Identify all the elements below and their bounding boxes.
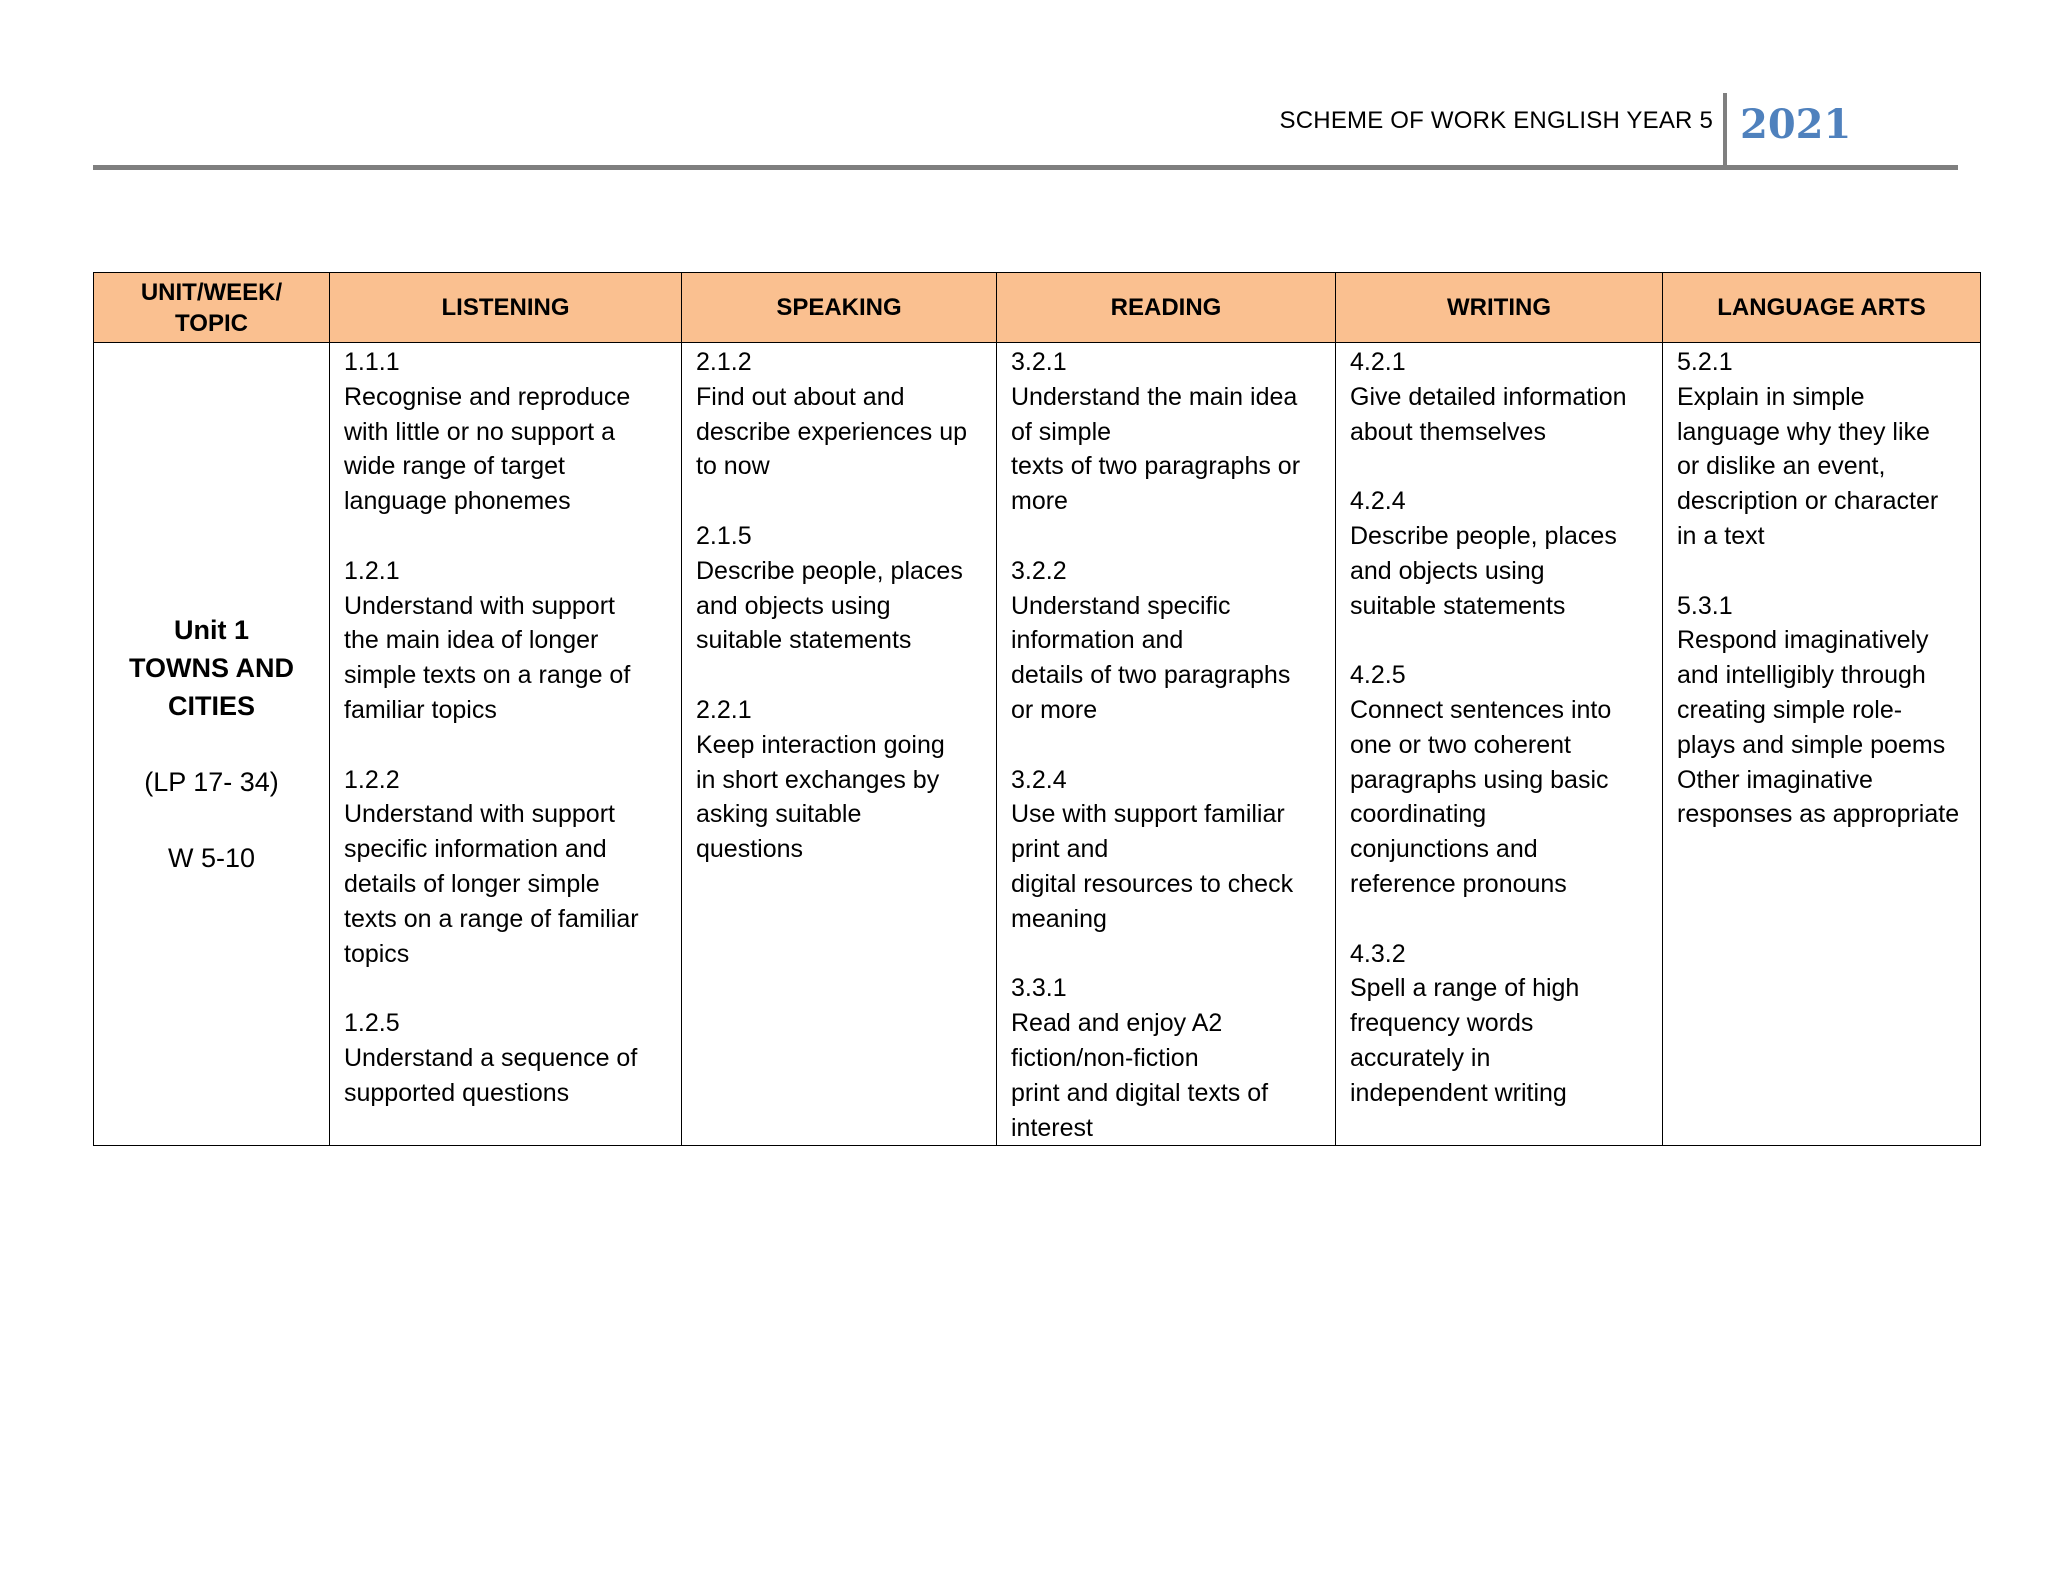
standard-description: Describe people, places and objects using suitable statements [1350, 521, 1617, 620]
standard-code: 1.2.5 [344, 1009, 400, 1038]
list-item [1350, 484, 1652, 623]
standard-description: Find out about and describe experiences up to now [696, 382, 967, 481]
header-speaking: SPEAKING [682, 273, 997, 343]
standard-description: Use with support familiar print and digital resources to check meaning [1011, 800, 1294, 933]
spacer [98, 725, 325, 763]
unit-weeks: W 5-10 [167, 843, 256, 874]
standard-description: Understand specific information and details of two paragraphs or more [1011, 591, 1291, 724]
list-item [344, 554, 671, 728]
unit-pages: (LP 17- 34) [144, 767, 279, 798]
standard-code: 1.2.2 [344, 765, 400, 794]
standard-code: 3.2.1 [1011, 348, 1067, 376]
header-rule [93, 165, 1958, 170]
standard-code: 4.2.1 [1350, 348, 1406, 376]
list-item [1677, 345, 1970, 554]
standard-code: 4.2.5 [1350, 661, 1406, 690]
standard-description: Read and enjoy A2 fiction/non-fiction print and digital texts of interest [1011, 1009, 1269, 1142]
standard-code: 1.1.1 [344, 348, 400, 376]
unit-number: Unit 1 [173, 615, 249, 646]
table-row [94, 343, 1981, 1146]
standard-description: Understand a sequence of supported questions [344, 1043, 638, 1107]
language-arts-cell [1663, 343, 1981, 1146]
standard-code: 3.3.1 [1011, 974, 1067, 1003]
standard-code: 2.1.5 [696, 521, 752, 550]
list-item [1011, 345, 1325, 519]
writing-cell [1336, 343, 1663, 1146]
reading-cell [997, 343, 1336, 1146]
standard-description: Understand with support specific information and details of longer simple texts on a range of familiar topics [344, 800, 639, 968]
header-language-arts: LANGUAGE ARTS [1663, 273, 1981, 343]
page-header [0, 0, 2048, 175]
listening-cell [330, 343, 682, 1146]
document-title: SCHEME OF WORK ENGLISH YEAR 5 [1279, 107, 1713, 134]
header-writing: WRITING [1336, 273, 1663, 343]
standard-description: Keep interaction going in short exchanges by asking suitable questions [696, 730, 945, 864]
standard-description: Understand the main idea of simple texts of two paragraphs or more [1011, 382, 1301, 516]
list-item [344, 763, 671, 972]
standard-code: 4.3.2 [1350, 939, 1406, 968]
list-item [344, 345, 671, 519]
spacer [98, 801, 325, 839]
list-item [696, 519, 986, 658]
standard-code: 5.3.1 [1677, 591, 1733, 620]
standard-description: Explain in simple language why they like or dislike an event, description or character in a text [1677, 382, 1939, 550]
header-listening: LISTENING [330, 273, 682, 343]
speaking-cell [682, 343, 997, 1146]
standard-code: 2.2.1 [696, 695, 752, 724]
standard-description: Respond imaginatively and intelligibly through creating simple role- plays and simple poems Other imaginative responses as appropriate [1677, 626, 1960, 829]
list-item [1011, 971, 1325, 1145]
unit-topic-line2: CITIES [167, 691, 255, 722]
standard-description: Connect sentences into one or two coherent paragraphs using basic coordinating conjunctions and reference pronouns [1350, 695, 1612, 898]
unit-cell [94, 343, 330, 1146]
standard-description: Give detailed information about themselves [1350, 382, 1627, 446]
header-reading: READING [997, 273, 1336, 343]
standard-code: 3.2.2 [1011, 556, 1067, 585]
header-divider [1723, 93, 1727, 169]
header-unit-week-topic: UNIT/WEEK/ TOPIC [94, 273, 330, 343]
list-item [1011, 554, 1325, 728]
standard-description: Spell a range of high frequency words accurately in independent writing [1350, 974, 1580, 1107]
standard-description: Understand with support the main idea of longer simple texts on a range of familiar topics [344, 591, 631, 724]
standard-code: 1.2.1 [344, 556, 400, 585]
list-item [696, 693, 986, 867]
unit-topic-line1: TOWNS AND [129, 653, 294, 684]
scheme-of-work-table [93, 272, 1981, 1146]
list-item [696, 345, 986, 484]
standard-code: 3.2.4 [1011, 765, 1067, 794]
standard-code: 4.2.4 [1350, 487, 1406, 516]
list-item [344, 1006, 671, 1110]
standard-description: Describe people, places and objects using suitable statements [696, 556, 963, 655]
list-item [1350, 345, 1652, 449]
table-header-row [94, 273, 1981, 343]
list-item [1011, 763, 1325, 937]
document-year: 2021 [1740, 101, 1852, 148]
list-item [1350, 937, 1652, 1111]
list-item [1350, 658, 1652, 902]
standard-code: 5.2.1 [1677, 348, 1733, 376]
standard-code: 2.1.2 [696, 348, 752, 376]
list-item [1677, 589, 1970, 833]
standard-description: Recognise and reproduce with little or no support a wide range of target language phonemes [344, 382, 631, 516]
